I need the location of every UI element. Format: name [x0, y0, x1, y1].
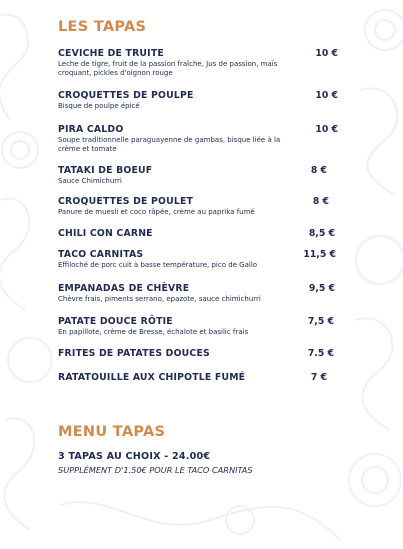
item-name: TACO CARNITAS [58, 249, 144, 260]
item-name: CHILI CON CARNE [58, 228, 153, 239]
item-price: 7,5 € [307, 316, 334, 327]
item-price: 11,5 € [303, 249, 336, 260]
menu-item [58, 249, 338, 270]
item-name: CROQUETTES DE POULPE [58, 90, 194, 101]
item-description: Sauce Chimichurri [58, 176, 122, 185]
item-description: En papillote, crème de Bresse, échalote et basilic frais [58, 327, 249, 336]
menu-item [58, 283, 338, 304]
item-name: CROQUETTES DE POULET [58, 196, 194, 207]
menu-choice-offer: 3 TAPAS AU CHOIX - 24.00€ [58, 451, 211, 462]
menu-item [58, 228, 338, 239]
item-price: 8 € [312, 196, 329, 207]
item-description: Bisque de poulpe épicé [58, 101, 140, 110]
menu-item [58, 48, 338, 78]
item-description: Chèvre frais, piments serrano, epazote, sauce chimichurri [58, 294, 261, 303]
item-description: Panure de muesli et coco râpée, crème au paprika fumé [58, 207, 255, 216]
menu-item [58, 196, 338, 217]
section-title-tapas: LES TAPAS [58, 19, 147, 35]
menu-item [58, 316, 338, 337]
item-description: Leche de tigre, fruit de la passion fraîche, Jus de passion, maïs croquant, pickles d'oignon rouge [58, 59, 278, 77]
menu-item [58, 372, 338, 383]
menu-supplement-note: SUPPLÉMENT D'1.50€ POUR LE TACO CARNITAS [58, 465, 253, 475]
menu-item [58, 165, 338, 186]
item-price: 8 € [310, 165, 327, 176]
item-name: EMPANADAS DE CHÈVRE [58, 283, 190, 294]
item-price: 7 € [310, 372, 327, 383]
menu-item [58, 90, 338, 111]
item-description: Effiloché de porc cuit à basse température, pico de Gallo [58, 260, 258, 269]
item-name: TATAKI DE BOEUF [58, 165, 153, 176]
item-price: 7.5 € [307, 348, 334, 359]
item-name: PIRA CALDO [58, 124, 124, 135]
item-name: FRITES DE PATATES DOUCES [58, 348, 210, 359]
item-price: 10 € [315, 48, 338, 59]
item-price: 10 € [315, 90, 338, 101]
menu-item [58, 124, 338, 154]
item-description: Soupe traditionnelle paraguayenne de gambas, bisque liée à la crème et tomate [58, 135, 281, 153]
menu-item [58, 348, 338, 359]
item-name: PATATE DOUCE RÔTIE [58, 316, 173, 327]
item-price: 10 € [315, 124, 338, 135]
item-price: 9,5 € [308, 283, 335, 294]
item-name: CEVICHE DE TRUITE [58, 48, 164, 59]
item-price: 8,5 € [308, 228, 335, 239]
item-name: RATATOUILLE AUX CHIPOTLE FUMÉ [58, 372, 246, 383]
section-title-menu-tapas: MENU TAPAS [58, 424, 166, 440]
